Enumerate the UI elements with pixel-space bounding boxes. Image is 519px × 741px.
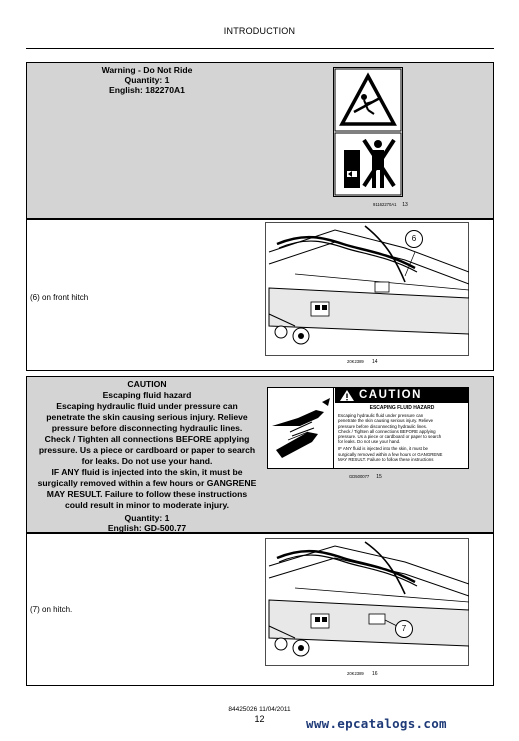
caution-decal-title: CAUTION: [359, 389, 422, 401]
figure-caption-16: [347, 671, 378, 677]
alert-triangle-icon: [339, 388, 355, 403]
caution-line-2: penetrate the skin causing serious injury. Relieve: [46, 412, 248, 422]
caution-figure-panel: [265, 377, 493, 532]
caution-decal-body: [338, 406, 466, 462]
figure-code: 20K2389: [347, 359, 364, 364]
hitch-illustration: [265, 538, 469, 666]
caution-line-5: pressure. Us a piece or cardboard or paper to search: [38, 445, 256, 455]
front-hitch-figure-panel: [265, 220, 493, 370]
caution-decal-text-1: Escaping hydraulic fluid under pressure can: [338, 413, 424, 419]
warning-do-not-ride-section: [26, 62, 494, 219]
callout-7: 7: [395, 620, 413, 638]
caution-line-6: for leaks. Do not use your hand.: [81, 456, 213, 466]
caution-quantity: Quantity: 1: [124, 513, 170, 523]
caution-decal-text-9: MAY RESULT. Failure to follow these instructions: [338, 456, 434, 462]
caution-line-9: MAY RESULT. Failure to follow these instructions: [46, 489, 248, 499]
warning-quantity: Quantity: 1: [124, 75, 170, 85]
warning-figure-panel: [267, 63, 493, 218]
page-number: 12: [254, 714, 265, 724]
caution-decal-text-5: pressure. Us a piece or cardboard or paper to search: [338, 434, 442, 440]
document-number: 84425026 11/04/2011: [228, 706, 291, 713]
hitch-text: (7) on hitch.: [30, 605, 73, 614]
caution-decal-text-6: for leaks. Do not use your hand.: [338, 439, 401, 445]
figure-caption-13: [373, 202, 408, 208]
caution-decal: [267, 387, 469, 469]
watermark-link[interactable]: www.epcatalogs.com: [306, 716, 447, 731]
caution-heading: Escaping fluid hazard: [102, 390, 192, 400]
callout-6: 6: [405, 230, 423, 248]
figure-caption-14: [347, 359, 378, 365]
figure-number: 14: [371, 359, 378, 365]
caution-line-10: could result in minor to moderate injury.: [64, 500, 230, 510]
caution-decal-text-2: penetrate the skin causing serious injury. Relieve: [338, 418, 434, 424]
hitch-figure-panel: [265, 534, 493, 685]
front-hitch-text: (6) on front hitch: [30, 293, 89, 302]
front-hitch-section: [26, 219, 494, 371]
figure-code: GD500077: [349, 474, 370, 479]
figure-number: 16: [371, 671, 378, 677]
figure-number: 13: [402, 202, 408, 208]
caution-decal-text-8: surgically removed within a few hours or GANGRENE: [338, 451, 443, 457]
caution-decal-header: [335, 388, 468, 403]
hitch-section: [26, 533, 494, 686]
figure-caption-15: [349, 474, 382, 480]
caution-fluid-hazard-section: [26, 376, 494, 533]
caution-line-7: IF ANY fluid is injected into the skin, it must be: [51, 467, 243, 477]
caution-line-4: Check / Tighten all connections BEFORE applying: [44, 434, 250, 444]
fluid-injection-icon: [268, 388, 334, 468]
caution-decal-text-4: Check / Tighten all connections BEFORE applying: [338, 428, 436, 434]
caution-line-1: Escaping hydraulic fluid under pressure can: [56, 401, 238, 411]
front-hitch-illustration: [265, 222, 469, 356]
do-not-ride-decal: [333, 67, 403, 197]
figure-code: 91162270A1: [373, 202, 397, 207]
caution-line-3: pressure before disconnecting hydraulic lines.: [51, 423, 243, 433]
warning-title: Warning - Do Not Ride: [101, 65, 193, 75]
warning-text-block: [27, 63, 267, 218]
caution-decal-text-7: IF ANY fluid is injected into the skin, it must be: [338, 446, 428, 452]
caution-text-block: [27, 377, 267, 532]
caution-decal-heading: ESCAPING FLUID HAZARD: [369, 405, 435, 411]
caution-line-8: surgically removed within a few hours or GANGRENE: [37, 478, 257, 488]
page-header: INTRODUCTION: [223, 26, 296, 36]
figure-code: 20K2389: [347, 671, 364, 676]
header-rule: [26, 48, 494, 49]
figure-number: 15: [376, 474, 382, 480]
warning-english: English: 182270A1: [109, 85, 185, 95]
caution-decal-text-3: pressure before disconnecting hydraulic lines.: [338, 423, 428, 429]
caution-title: CAUTION: [127, 379, 167, 389]
caution-english: English: GD-500.77: [107, 523, 187, 533]
